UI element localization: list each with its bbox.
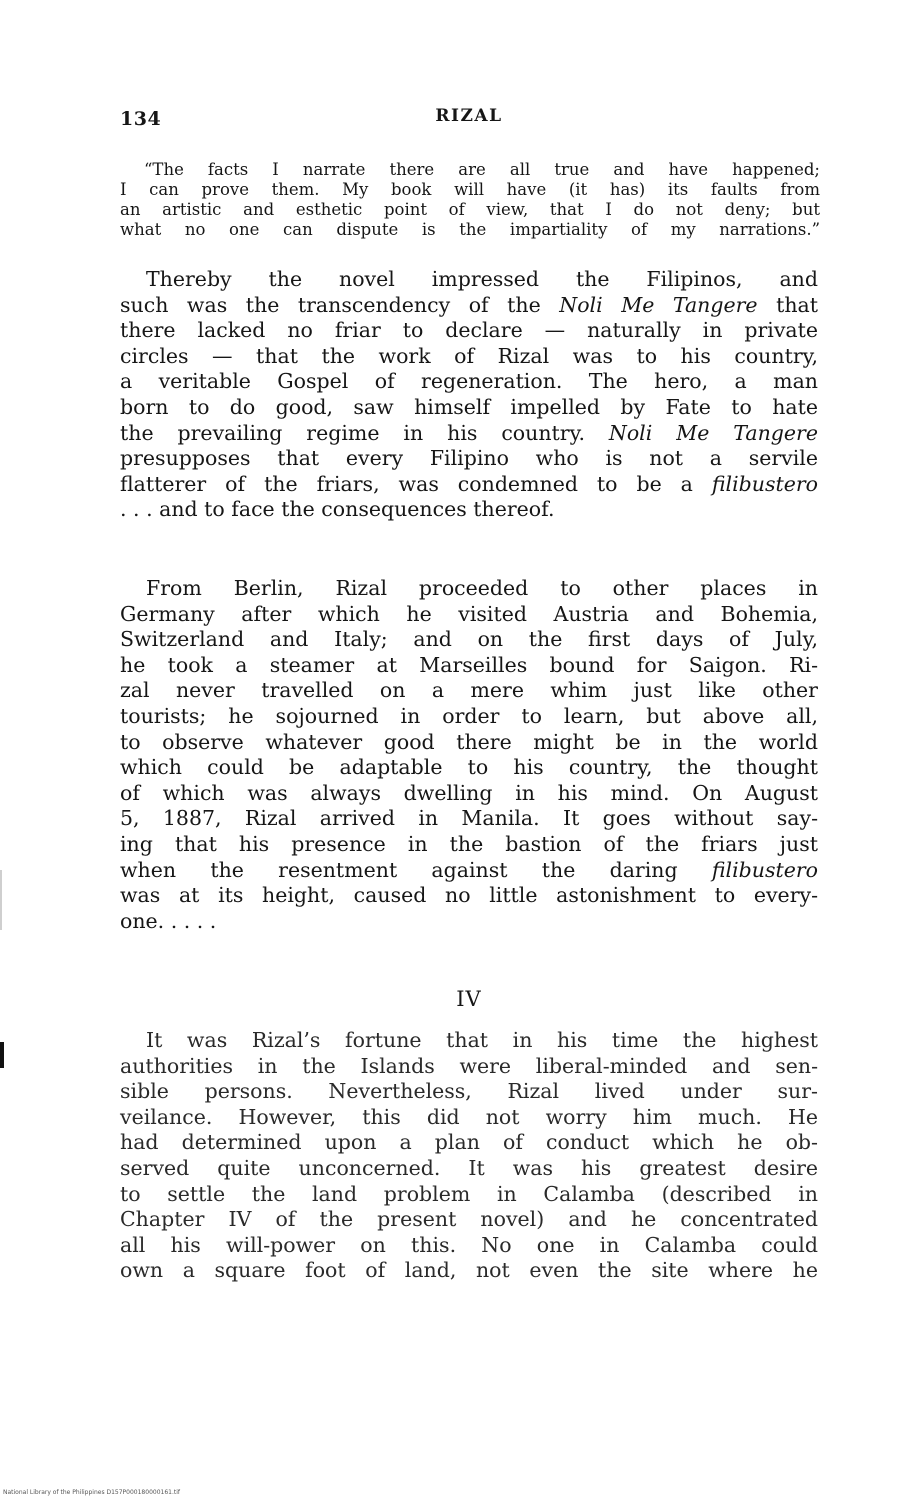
line-text: that — [757, 292, 818, 317]
paragraph-line: sible persons. Nevertheless, Rizal lived under sur- — [120, 1079, 818, 1104]
scan-edge-mark — [0, 1042, 4, 1068]
italic-title: Noli Me Tangere — [608, 420, 818, 445]
quote-line: what no one can dispute is the impartiality of my narrations.” — [120, 220, 820, 239]
quote-line: “The facts I narrate there are all true and have happened; — [144, 160, 820, 179]
scan-edge-shadow — [0, 870, 2, 930]
quote-line: an artistic and esthetic point of view, that I do not deny; but — [120, 200, 820, 219]
paragraph-line: . . . and to face the consequences thereof. — [120, 497, 555, 522]
paragraph-line: Switzerland and Italy; and on the first days of July, — [120, 627, 818, 652]
running-head: RIZAL — [435, 106, 503, 126]
paragraph-line: of which was always dwelling in his mind. On August — [120, 780, 818, 805]
block-quote — [120, 160, 820, 240]
paragraph-line: born to do good, saw himself impelled by Fate to hate — [120, 394, 818, 419]
paragraph-line: authorities in the Islands were liberal-minded and sen- — [120, 1053, 818, 1078]
paragraph-line: It was Rizal’s fortune that in his time the highest — [146, 1028, 818, 1052]
paragraph-line: a veritable Gospel of regeneration. The hero, a man — [120, 369, 818, 394]
page-number: 134 — [120, 108, 162, 130]
paragraph-line — [120, 421, 818, 447]
section-heading: IV — [456, 987, 482, 1011]
paragraph-line: Germany after which he visited Austria and Bohemia, — [120, 601, 818, 626]
italic-title: Noli Me Tangere — [559, 292, 758, 317]
paragraph-line: Chapter IV of the present novel) and he concentrated — [120, 1207, 818, 1232]
paragraph-line: zal never travelled on a mere whim just like other — [120, 678, 818, 703]
paragraph-line: circles — that the work of Rizal was to his country, — [120, 343, 818, 368]
line-text: flatterer of the friars, was condemned to be a — [120, 471, 712, 496]
line-text: when the resentment against the daring — [120, 857, 712, 882]
line-text: such was the transcendency of the — [120, 292, 560, 317]
paragraph-2 — [120, 576, 818, 934]
paragraph-line: which could be adaptable to his country, the thought — [120, 755, 818, 780]
scan-footer-credit: National Library of the Philippines D157P000180000161.tif — [3, 1489, 181, 1496]
paragraph-line: veilance. However, this did not worry him much. He — [120, 1104, 818, 1129]
paragraph-line: to settle the land problem in Calamba (described in — [120, 1181, 818, 1206]
paragraph-line: own a square foot of land, not even the site where he — [120, 1258, 818, 1283]
paragraph-3 — [120, 1028, 818, 1284]
paragraph-line: all his will-power on this. No one in Calamba could — [120, 1232, 818, 1257]
paragraph-line — [120, 858, 818, 884]
line-text: the prevailing regime in his country. — [120, 420, 609, 445]
paragraph-line: From Berlin, Rizal proceeded to other places in — [146, 576, 818, 600]
paragraph-line: Thereby the novel impressed the Filipinos, and — [146, 267, 818, 291]
paragraph-line: he took a steamer at Marseilles bound for Saigon. Ri- — [120, 652, 818, 677]
paragraph-line: served quite unconcerned. It was his greatest desire — [120, 1155, 818, 1180]
paragraph-line — [120, 293, 818, 319]
paragraph-1 — [120, 267, 818, 523]
paragraph-line: presupposes that every Filipino who is not a servile — [120, 446, 818, 471]
paragraph-line: was at its height, caused no little astonishment to every- — [120, 883, 818, 908]
quote-line: I can prove them. My book will have (it has) its faults from — [120, 180, 820, 199]
italic-term: filibustero — [711, 471, 818, 496]
paragraph-line — [120, 472, 818, 498]
page-header — [120, 108, 818, 138]
paragraph-line: ing that his presence in the bastion of the friars just — [120, 831, 818, 856]
paragraph-line: there lacked no friar to declare — naturally in private — [120, 318, 818, 343]
paragraph-line: tourists; he sojourned in order to learn, but above all, — [120, 703, 818, 728]
paragraph-line: had determined upon a plan of conduct which he ob- — [120, 1130, 818, 1155]
paragraph-line: 5, 1887, Rizal arrived in Manila. It goes without say- — [120, 806, 818, 831]
paragraph-line: to observe whatever good there might be in the world — [120, 729, 818, 754]
paragraph-line: one. . . . . — [120, 908, 217, 933]
italic-term: filibustero — [711, 857, 818, 882]
